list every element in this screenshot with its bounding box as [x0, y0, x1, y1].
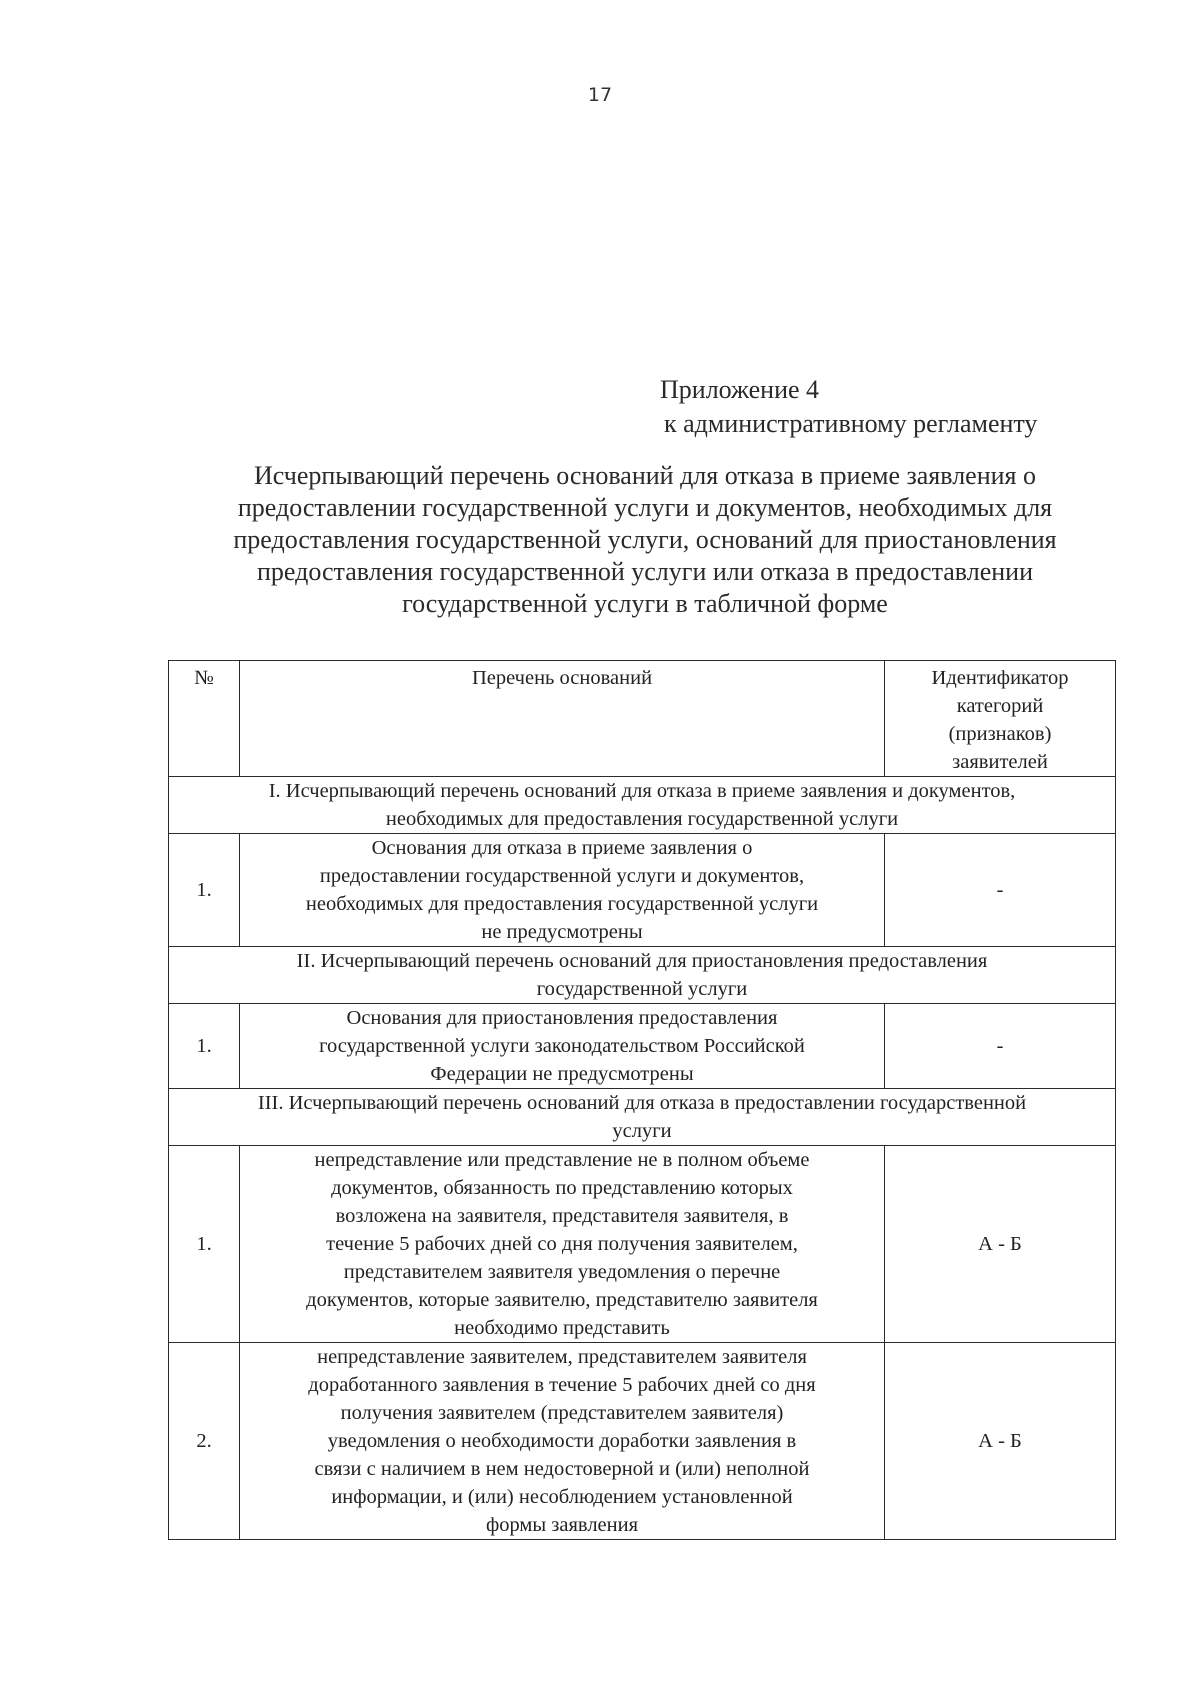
row-identifier: А - Б — [885, 1146, 1116, 1343]
row-text-line: доработанного заявления в течение 5 рабочих дней со дня — [308, 1374, 816, 1396]
appendix-line-2: к административному регламенту — [664, 409, 1038, 438]
table-header-row — [169, 661, 1116, 777]
table-row — [169, 1004, 1116, 1089]
header-identifier-line: Идентификатор — [931, 667, 1069, 689]
section-title-line: необходимых для предоставления государственной услуги — [385, 808, 899, 830]
row-identifier: - — [885, 1004, 1116, 1089]
row-text-line: течение 5 рабочих дней со дня получения заявителем, — [326, 1233, 798, 1255]
section-title-row — [169, 947, 1116, 1004]
title-line: предоставления государственной услуги или отказа в предоставлении — [256, 557, 1033, 586]
header-identifier-line: (признаков) — [948, 723, 1052, 745]
row-text — [240, 834, 885, 947]
row-text — [240, 1004, 885, 1089]
title-line: Исчерпывающий перечень оснований для отказа в приеме заявления о — [253, 461, 1036, 490]
row-num: 1. — [169, 1146, 240, 1343]
row-text-line: представителем заявителя уведомления о перечне — [343, 1261, 781, 1283]
row-text-line: непредставление или представление не в полном объеме — [314, 1149, 810, 1171]
section-title-line: III. Исчерпывающий перечень оснований для отказа в предоставлении государственной — [257, 1092, 1027, 1114]
row-text-line: возложена на заявителя, представителя заявителя, в — [335, 1205, 789, 1227]
row-text-line: документов, которые заявителю, представителю заявителя — [306, 1289, 818, 1311]
section-title-line: I. Исчерпывающий перечень оснований для отказа в приеме заявления и документов, — [268, 780, 1016, 802]
table-row — [169, 1146, 1116, 1343]
table-row — [169, 1343, 1116, 1540]
table-row — [169, 834, 1116, 947]
section-title — [169, 777, 1116, 834]
header-identifier — [885, 661, 1116, 777]
row-text-line: Федерации не предусмотрены — [430, 1063, 694, 1085]
title-line: предоставления государственной услуги, оснований для приостановления — [233, 525, 1057, 554]
appendix-label — [660, 373, 1037, 441]
appendix-line-1: Приложение 4 — [660, 375, 820, 404]
section-title-line: государственной услуги — [536, 978, 748, 1000]
row-text-line: уведомления о необходимости доработки заявления в — [327, 1430, 797, 1452]
row-num: 1. — [169, 834, 240, 947]
section-title-line: услуги — [612, 1120, 672, 1142]
title-line: предоставлении государственной услуги и документов, необходимых для — [237, 493, 1053, 522]
row-text — [240, 1343, 885, 1540]
row-identifier: - — [885, 834, 1116, 947]
row-text-line: не предусмотрены — [481, 921, 643, 943]
row-num: 1. — [169, 1004, 240, 1089]
row-text-line: необходимо представить — [454, 1317, 670, 1339]
document-title — [175, 460, 1115, 620]
row-text-line: получения заявителем (представителем заявителя) — [340, 1402, 784, 1424]
row-identifier: А - Б — [885, 1343, 1116, 1540]
row-text-line: необходимых для предоставления государственной услуги — [305, 893, 819, 915]
header-identifier-line: заявителей — [952, 751, 1048, 773]
section-title-line: II. Исчерпывающий перечень оснований для приостановления предоставления — [296, 950, 988, 972]
row-num: 2. — [169, 1343, 240, 1540]
row-text-line: документов, обязанность по представлению которых — [331, 1177, 793, 1199]
row-text-line: информации, и (или) несоблюдением установленной — [331, 1486, 793, 1508]
header-num: № — [169, 661, 240, 777]
row-text-line: непредставление заявителем, представителем заявителя — [317, 1346, 807, 1368]
section-title-row — [169, 777, 1116, 834]
row-text-line: предоставлении государственной услуги и документов, — [319, 865, 805, 887]
row-text-line: Основания для отказа в приеме заявления о — [371, 837, 753, 859]
row-text-line: государственной услуги законодательством Российской — [319, 1035, 805, 1057]
row-text-line: формы заявления — [485, 1514, 639, 1536]
section-title — [169, 947, 1116, 1004]
row-text-line: Основания для приостановления предоставления — [346, 1007, 778, 1029]
header-list: Перечень оснований — [240, 661, 885, 777]
section-title-row — [169, 1089, 1116, 1146]
title-line: государственной услуги в табличной форме — [402, 589, 888, 618]
section-title — [169, 1089, 1116, 1146]
page-number: 17 — [587, 84, 613, 106]
header-identifier-line: категорий — [956, 695, 1044, 717]
row-text-line: связи с наличием в нем недостоверной и (или) неполной — [314, 1458, 810, 1480]
grounds-table — [168, 660, 1116, 1540]
row-text — [240, 1146, 885, 1343]
